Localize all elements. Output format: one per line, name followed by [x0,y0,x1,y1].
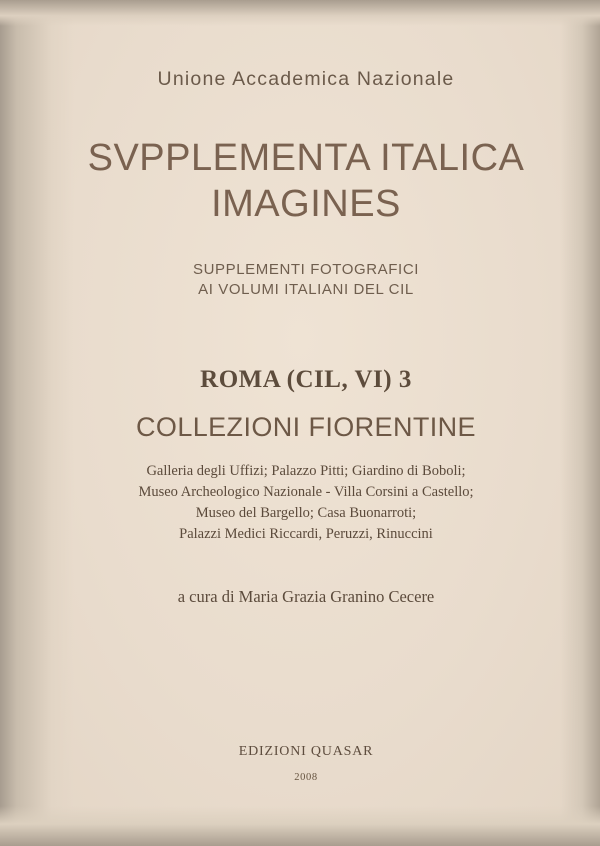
main-title-line-1: SVPPLEMENTA ITALICA [87,137,525,179]
publisher-name: EDIZIONI QUASAR [238,744,374,759]
volume-title: ROMA (CIL, VI) 3 [200,366,412,394]
holdings-line: Galleria degli Uffizi; Palazzo Pitti; Giardino di Boboli; [146,463,466,480]
subtitle [72,260,540,301]
holdings-line: Museo Archeologico Nazionale - Villa Corsini a Castello; [138,484,474,501]
holdings-line: Palazzi Medici Riccardi, Peruzzi, Rinuccini [179,526,433,543]
publication-year: 2008 [294,772,318,783]
series-title: Unione Accademica Nazionale [157,68,455,90]
subtitle-line-2: AI VOLUMI ITALIANI DEL CIL [198,280,414,298]
holdings-list [72,461,540,545]
page-edge-shading-right [560,0,600,846]
main-title-line-2: IMAGINES [211,183,401,226]
holdings-line: Museo del Bargello; Casa Buonarroti; [195,505,417,522]
subtitle-line-1: SUPPLEMENTI FOTOGRAFICI [192,260,420,278]
cover-content [72,0,540,846]
editor-credit: a cura di Maria Grazia Granino Cecere [177,587,435,607]
page-edge-shading-left [0,0,74,846]
collection-title: COLLEZIONI FIORENTINE [136,412,476,443]
main-title [72,135,540,228]
